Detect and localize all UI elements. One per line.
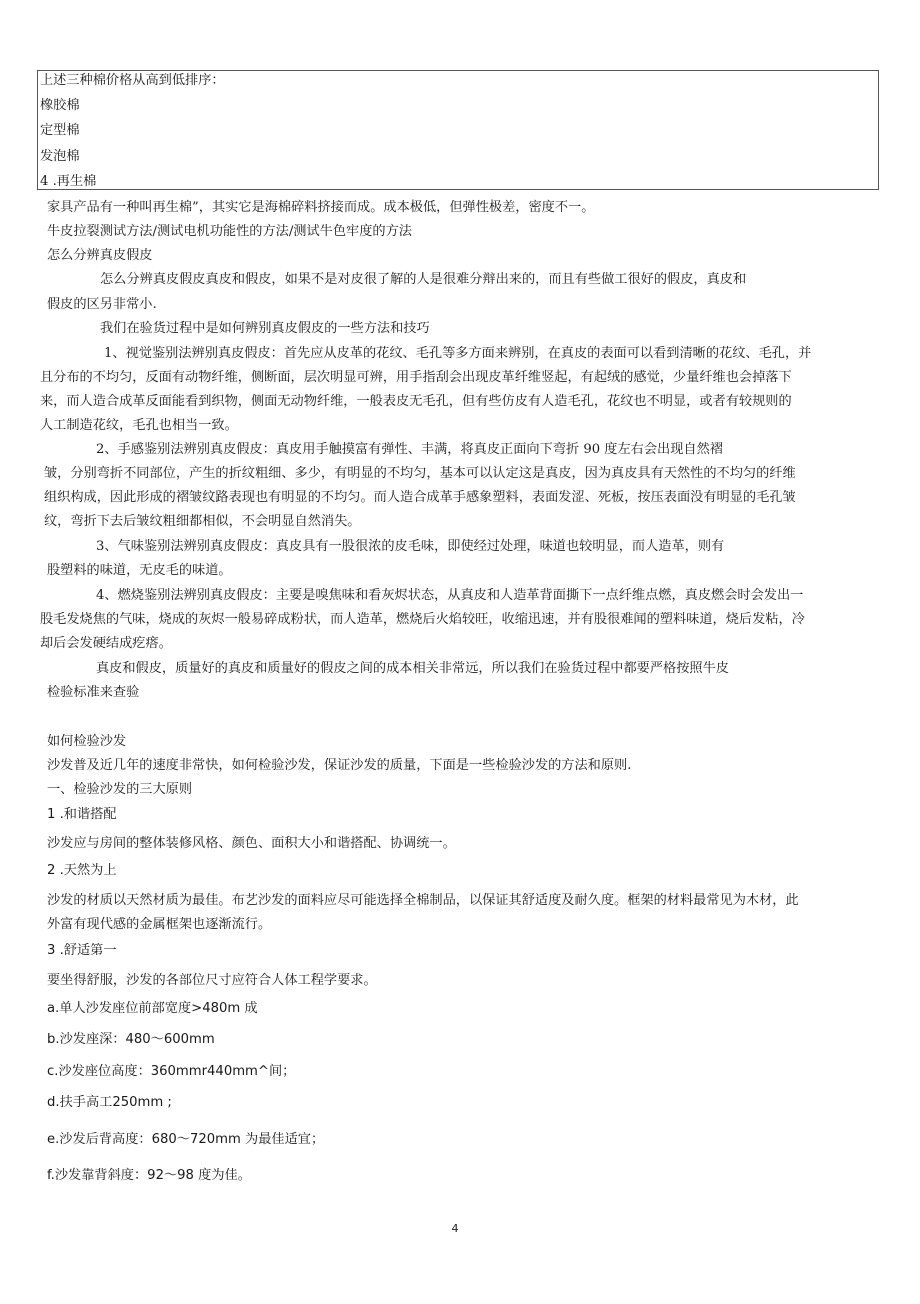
sofa-spec: d.扶手高工250mm ; — [47, 1095, 172, 1110]
page-number: 4 — [451, 1222, 459, 1235]
sofa-spec: b.沙发座深：480〜600mm — [47, 1032, 215, 1047]
leather-conclusion: 真皮和假皮，质量好的真皮和质量好的假皮之间的成本相关非常远，所以我们在验货过程中都要严格按照牛皮 — [96, 661, 729, 676]
sofa-principles-title: 一、检验沙发的三大原则 — [47, 782, 193, 797]
sofa-intro: 沙发普及近几年的速度非常快，如何检验沙发，保证沙发的质量，下面是一些检验沙发的方法和原则. — [47, 758, 632, 773]
box-title: 上述三种棉价格从高到低排序： — [40, 73, 225, 88]
box-item: 4 .再生棉 — [40, 174, 97, 189]
method-visual: 来，而人造合成革反面能看到织物，侧面无动物纤维，一般表皮无毛孔，但有些仿皮有人造毛孔，花纹也不明显，或者有较规则的 — [40, 394, 792, 409]
leather-methods-intro: 我们在验货过程中是如何辨别真皮假皮的一些方法和技巧 — [100, 321, 430, 336]
method-touch: 2、手感鉴别法辨别真皮假皮：真皮用手触摸富有弹性、丰满，将真皮正面向下弯折 90 度左右会出现自然褶 — [96, 442, 723, 457]
method-smell: 3、气味鉴别法辨别真皮假皮：真皮具有一股很浓的皮毛味，即使经过处理，味道也较明显，而人造革，则有 — [96, 539, 725, 554]
leather-conclusion: 检验标准来查验 — [47, 685, 140, 700]
principle-title: 2 .天然为上 — [47, 863, 117, 878]
sofa-spec: c.沙发座位高度：360mmr440mm^间； — [47, 1064, 296, 1079]
principle-title: 3 .舒适第一 — [47, 943, 117, 958]
leather-paragraph: 假皮的区另非常小. — [47, 297, 157, 312]
principle-text: 沙发应与房间的整体装修风格、颜色、面积大小和谐搭配、协调统一。 — [47, 836, 456, 851]
method-touch: 皱，分别弯折不同部位，产生的折纹粗细、多少，有明显的不均匀，基本可以认定这是真皮，因为真皮具有天然性的不均匀的纤维 — [44, 466, 796, 481]
leather-heading: 怎么分辨真皮假皮 — [47, 248, 153, 263]
box-item: 发泡棉 — [40, 149, 80, 164]
method-visual: 且分布的不均匀，反面有动物纤维，侧断面，层次明显可辨，用手指刮会出现皮革纤维竖起，有起绒的感觉，少量纤维也会掉落下 — [40, 370, 792, 385]
sofa-spec: e.沙发后背高度：680〜720mm 为最佳适宜； — [47, 1132, 325, 1147]
sofa-spec: f.沙发靠背斜度：92〜98 度为佳。 — [47, 1168, 251, 1183]
principle-title: 1 .和谐搭配 — [47, 807, 117, 822]
method-touch: 组织构成，因此形成的褶皱纹路表现也有明显的不均匀。而人造合成革手感象塑料，表面发涩、死板，按压表面没有明显的毛孔皱 — [44, 490, 796, 505]
method-visual: 人工制造花纹，毛孔也相当一致。 — [40, 418, 238, 433]
method-touch: 纹，弯折下去后皱纹粗细都相似，不会明显自然消失。 — [44, 514, 361, 529]
method-burn: 4、燃烧鉴别法辨别真皮假皮：主要是嗅焦味和看灰烬状态，从真皮和人造革背面撕下一点纤维点燃，真皮燃会时会发出一 — [96, 588, 804, 603]
recycled-cotton-text: 家具产品有一种叫再生棉”，其实它是海棉碎料挤接而成。成本极低，但弹性极差，密度不一。 — [47, 200, 595, 215]
sofa-spec: a.单人沙发座位前部宽度>480m 成 — [47, 1001, 258, 1016]
method-smell: 股塑料的味道，无皮毛的味道。 — [47, 563, 232, 578]
sofa-heading: 如何检验沙发 — [47, 734, 127, 749]
method-burn: 股毛发烧焦的气味，烧成的灰烬一般易碎成粉状，而人造革，燃烧后火焰较旺，收缩迅速，并有股很难闻的塑料味道，烧后发粘，冷 — [40, 612, 805, 627]
method-burn: 却后会发硬结成疙瘩。 — [40, 636, 172, 651]
principle-text: 要坐得舒服，沙发的各部位尺寸应符合人体工程学要求。 — [47, 973, 377, 988]
principle-text: 外富有现代感的金属框架也逐渐流行。 — [47, 917, 272, 932]
principle-text: 沙发的材质以天然材质为最佳。布艺沙发的面料应尽可能选择全棉制品，以保证其舒适度及耐久度。框架的材料最常见为木材，此 — [47, 893, 799, 908]
method-visual: 1、视觉鉴别法辨别真皮假皮：首先应从皮革的花纹、毛孔等多方面来辨别，在真皮的表面可以看到清晰的花纹、毛孔，并 — [104, 346, 812, 361]
box-item: 定型棉 — [40, 123, 80, 138]
leather-paragraph: 怎么分辨真皮假皮真皮和假皮，如果不是对皮很了解的人是很难分辩出来的，而且有些做工很好的假皮，真皮和 — [100, 272, 747, 287]
test-methods-line: 牛皮拉裂测试方法/测试电机功能性的方法/测试牛色牢度的方法 — [47, 224, 412, 239]
box-item: 橡胶棉 — [40, 98, 80, 113]
